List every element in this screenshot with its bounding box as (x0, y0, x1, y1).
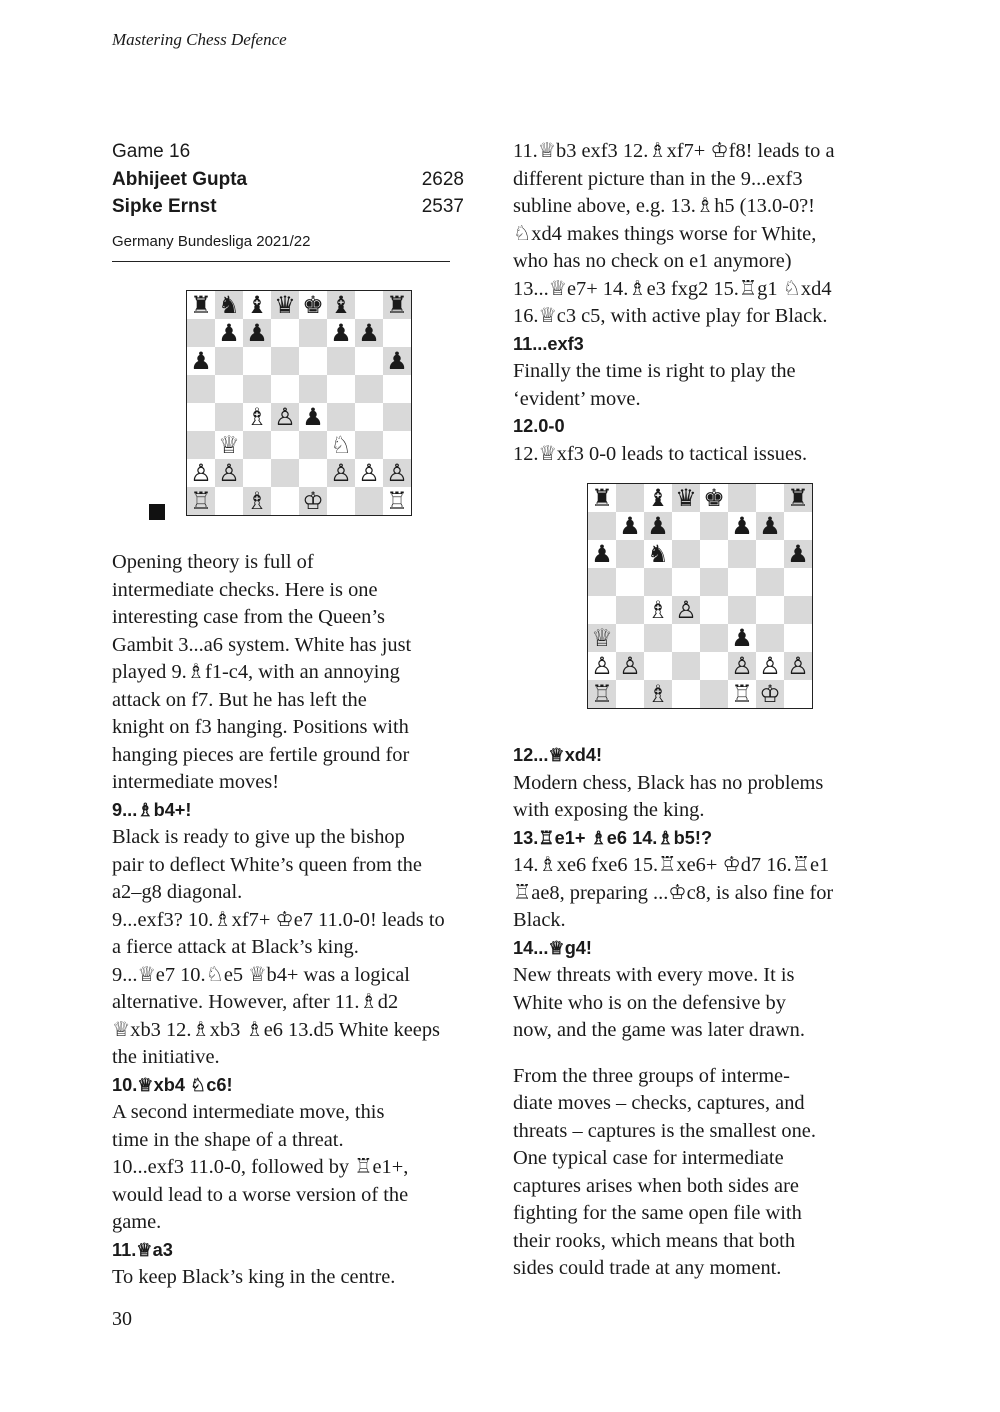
square-b7: ♟ (215, 319, 243, 347)
text-line: A second intermediate move, this (112, 1101, 385, 1123)
square-b2: ♙ (215, 459, 243, 487)
text-line: now, and the game was later drawn. (513, 1019, 805, 1041)
square-e7 (700, 512, 728, 540)
left-column-text (112, 549, 490, 1292)
square-e5 (299, 375, 327, 403)
square-a6: ♟ (588, 540, 616, 568)
white-player-name: Abhijeet Gupta (112, 168, 248, 190)
square-h2: ♙ (383, 459, 411, 487)
square-e2 (299, 459, 327, 487)
square-g2: ♙ (355, 459, 383, 487)
text-line: fighting for the same open file with (513, 1202, 802, 1224)
running-head: Mastering Chess Defence (112, 30, 287, 49)
text-line: Modern chess, Black has no problems (513, 771, 824, 794)
square-b5 (215, 375, 243, 403)
square-b3: ♕ (215, 431, 243, 459)
square-d7 (672, 512, 700, 540)
square-d1 (672, 680, 700, 708)
square-g7: ♟ (756, 512, 784, 540)
square-f6 (327, 347, 355, 375)
move-heading: 11.♕a3 (112, 1239, 173, 1260)
square-b1 (215, 487, 243, 515)
square-g1: ♔ (756, 680, 784, 708)
square-a1: ♖ (187, 487, 215, 515)
square-g1 (355, 487, 383, 515)
square-h2: ♙ (784, 652, 812, 680)
square-d5 (271, 375, 299, 403)
right-column-bottom-text (513, 742, 891, 1283)
square-e7 (299, 319, 327, 347)
move-heading: 10.♕xb4 ♘c6! (112, 1074, 233, 1095)
square-a2: ♙ (588, 652, 616, 680)
text-line: a fierce attack at Black’s king. (112, 936, 359, 958)
paragraph-gap (513, 1045, 891, 1063)
text-line: 16.♕c3 c5, with active play for Black. (513, 305, 828, 327)
square-a8: ♜ (588, 484, 616, 512)
square-e5 (700, 568, 728, 596)
text-line: different picture than in the 9...exf3 (513, 167, 803, 190)
square-f8 (728, 484, 756, 512)
text-line: 14.♗xe6 fxe6 15.♖xe6+ ♔d7 16.♖e1 (513, 854, 830, 876)
text-line: attack on f7. But he has left the (112, 688, 367, 711)
square-h7 (784, 512, 812, 540)
square-c4: ♗ (243, 403, 271, 431)
square-b2: ♙ (616, 652, 644, 680)
text-line: knight on f3 hanging. Positions with (112, 716, 409, 738)
text-line: alternative. However, after 11.♗d2 (112, 991, 399, 1013)
square-b7: ♟ (616, 512, 644, 540)
square-a4 (588, 596, 616, 624)
square-f5 (327, 375, 355, 403)
square-a7 (588, 512, 616, 540)
square-a7 (187, 319, 215, 347)
square-b8: ♞ (215, 291, 243, 319)
game-label-row (112, 138, 464, 166)
square-f8: ♝ (327, 291, 355, 319)
chess-diagram-1 (186, 290, 412, 516)
square-e2 (700, 652, 728, 680)
square-c7: ♟ (243, 319, 271, 347)
square-f4 (728, 596, 756, 624)
text-line: Black is ready to give up the bishop (112, 826, 405, 848)
square-c1: ♗ (644, 680, 672, 708)
square-b3 (616, 624, 644, 652)
square-e4 (700, 596, 728, 624)
text-line: ♘xd4 makes things worse for White, (513, 222, 817, 245)
text-line: Opening theory is full of (112, 551, 314, 573)
text-line: sides could trade at any moment. (513, 1257, 782, 1279)
square-e6 (700, 540, 728, 568)
text-line: with exposing the king. (513, 799, 705, 821)
text-line: New threats with every move. It is (513, 964, 795, 986)
square-f4 (327, 403, 355, 431)
square-f6 (728, 540, 756, 568)
square-d6 (271, 347, 299, 375)
square-g8 (756, 484, 784, 512)
square-a1: ♖ (588, 680, 616, 708)
square-g7: ♟ (355, 319, 383, 347)
square-a8: ♜ (187, 291, 215, 319)
text-line: played 9.♗f1-c4, with an annoying (112, 661, 400, 683)
square-f3: ♘ (327, 431, 355, 459)
text-line: threats – captures is the smallest one. (513, 1119, 816, 1142)
square-d1 (271, 487, 299, 515)
text-line: To keep Black’s king in the centre. (112, 1266, 396, 1288)
square-g3 (756, 624, 784, 652)
text-line: ♖ae8, preparing ...♔c8, is also fine for (513, 881, 834, 904)
right-column-top-text (513, 138, 891, 468)
square-g5 (355, 375, 383, 403)
move-heading: 12.0-0 (513, 416, 565, 436)
text-line: the initiative. (112, 1046, 220, 1068)
move-heading: 14...♕g4! (513, 937, 592, 958)
square-b8 (616, 484, 644, 512)
square-c2 (243, 459, 271, 487)
square-a3: ♕ (588, 624, 616, 652)
square-h8: ♜ (784, 484, 812, 512)
square-a4 (187, 403, 215, 431)
square-b1 (616, 680, 644, 708)
text-line: 9...♕e7 10.♘e5 ♕b4+ was a logical (112, 963, 410, 986)
square-e3 (700, 624, 728, 652)
text-line: intermediate checks. Here is one (112, 578, 378, 601)
square-d8: ♛ (672, 484, 700, 512)
text-line: Finally the time is right to play the (513, 360, 796, 382)
square-g2: ♙ (756, 652, 784, 680)
text-line: who has no check on e1 anymore) (513, 250, 792, 272)
text-line: pair to deflect White’s queen from the (112, 853, 422, 876)
square-e1: ♔ (299, 487, 327, 515)
text-line: interesting case from the Queen’s (112, 606, 385, 628)
square-f5 (728, 568, 756, 596)
square-h3 (784, 624, 812, 652)
page-number: 30 (112, 1308, 132, 1330)
text-line: From the three groups of interme- (513, 1064, 790, 1087)
game-event: Germany Bundesliga 2021/22 (112, 231, 450, 262)
move-heading: 9...♗b4+! (112, 799, 192, 820)
square-c8: ♝ (644, 484, 672, 512)
square-a6: ♟ (187, 347, 215, 375)
square-f1 (327, 487, 355, 515)
square-d6 (672, 540, 700, 568)
square-a5 (187, 375, 215, 403)
square-h7 (383, 319, 411, 347)
text-line: their rooks, which means that both (513, 1229, 796, 1252)
square-a3 (187, 431, 215, 459)
square-b4 (616, 596, 644, 624)
square-b5 (616, 568, 644, 596)
square-h8: ♜ (383, 291, 411, 319)
square-e4: ♟ (299, 403, 327, 431)
square-g6 (756, 540, 784, 568)
square-b6 (215, 347, 243, 375)
text-line: 10...exf3 11.0-0, followed by ♖e1+, (112, 1156, 409, 1178)
square-f7: ♟ (327, 319, 355, 347)
square-g4 (756, 596, 784, 624)
white-player-rating: 2628 (421, 168, 464, 190)
square-h5 (383, 375, 411, 403)
square-h1 (784, 680, 812, 708)
square-f2: ♙ (728, 652, 756, 680)
text-line: 12.♕xf3 0-0 leads to tactical issues. (513, 442, 808, 465)
square-c8: ♝ (243, 291, 271, 319)
square-g5 (756, 568, 784, 596)
move-heading: 13.♖e1+ ♗e6 14.♗b5!? (513, 827, 713, 848)
square-c3 (644, 624, 672, 652)
black-player-name: Sipke Ernst (112, 196, 217, 217)
text-line: captures arises when both sides are (513, 1174, 799, 1197)
square-d8: ♛ (271, 291, 299, 319)
square-c6: ♞ (644, 540, 672, 568)
square-e8: ♚ (700, 484, 728, 512)
square-d3 (271, 431, 299, 459)
square-c7: ♟ (644, 512, 672, 540)
text-line: subline above, e.g. 13.♗h5 (13.0-0?! (513, 195, 815, 217)
square-c2 (644, 652, 672, 680)
text-line: game. (112, 1211, 162, 1233)
square-c5 (644, 568, 672, 596)
square-e1 (700, 680, 728, 708)
square-a2: ♙ (187, 459, 215, 487)
text-line: intermediate moves! (112, 771, 280, 793)
square-f2: ♙ (327, 459, 355, 487)
white-player-row (112, 166, 464, 194)
square-g4 (355, 403, 383, 431)
text-line: hanging pieces are fertile ground for (112, 743, 410, 766)
square-h3 (383, 431, 411, 459)
square-d4: ♙ (271, 403, 299, 431)
text-line: One typical case for intermediate (513, 1147, 784, 1169)
square-h1: ♖ (383, 487, 411, 515)
text-line: Gambit 3...a6 system. White has just (112, 633, 412, 656)
square-h4 (383, 403, 411, 431)
square-d4: ♙ (672, 596, 700, 624)
game-header (112, 138, 464, 262)
square-f7: ♟ (728, 512, 756, 540)
text-line: Black. (513, 909, 566, 931)
square-b6 (616, 540, 644, 568)
square-c3 (243, 431, 271, 459)
left-column (112, 138, 490, 262)
square-d2 (271, 459, 299, 487)
square-h4 (784, 596, 812, 624)
square-f3: ♟ (728, 624, 756, 652)
square-c1: ♗ (243, 487, 271, 515)
square-a5 (588, 568, 616, 596)
square-d2 (672, 652, 700, 680)
black-player-rating: 2537 (421, 196, 464, 217)
square-d7 (271, 319, 299, 347)
square-h5 (784, 568, 812, 596)
square-g8 (355, 291, 383, 319)
text-line: 9...exf3? 10.♗xf7+ ♔e7 11.0-0! leads to (112, 908, 445, 931)
square-g3 (355, 431, 383, 459)
square-e6 (299, 347, 327, 375)
square-d3 (672, 624, 700, 652)
text-line: White who is on the defensive by (513, 991, 786, 1014)
square-g6 (355, 347, 383, 375)
square-c6 (243, 347, 271, 375)
chess-diagram-2 (587, 483, 813, 709)
move-heading: 11...exf3 (513, 333, 584, 354)
text-line: a2–g8 diagonal. (112, 881, 243, 903)
square-d5 (672, 568, 700, 596)
square-e3 (299, 431, 327, 459)
text-line: ‘evident’ move. (513, 387, 641, 410)
text-line: 13...♕e7+ 14.♗e3 fxg2 15.♖g1 ♘xd4 (513, 277, 832, 300)
square-f1: ♖ (728, 680, 756, 708)
square-h6: ♟ (383, 347, 411, 375)
text-line: diate moves – checks, captures, and (513, 1092, 805, 1114)
square-h6: ♟ (784, 540, 812, 568)
move-heading: 12...♕xd4! (513, 745, 603, 765)
square-c4: ♗ (644, 596, 672, 624)
square-e8: ♚ (299, 291, 327, 319)
text-line: time in the shape of a threat. (112, 1128, 344, 1151)
black-to-move-indicator (149, 504, 165, 520)
square-b4 (215, 403, 243, 431)
black-player-row (112, 193, 464, 221)
square-c5 (243, 375, 271, 403)
text-line: would lead to a worse version of the (112, 1183, 409, 1206)
game-label: Game 16 (112, 141, 191, 162)
text-line: ♕xb3 12.♗xb3 ♗e6 13.d5 White keeps (112, 1018, 440, 1041)
text-line: 11.♕b3 exf3 12.♗xf7+ ♔f8! leads to a (513, 140, 835, 162)
